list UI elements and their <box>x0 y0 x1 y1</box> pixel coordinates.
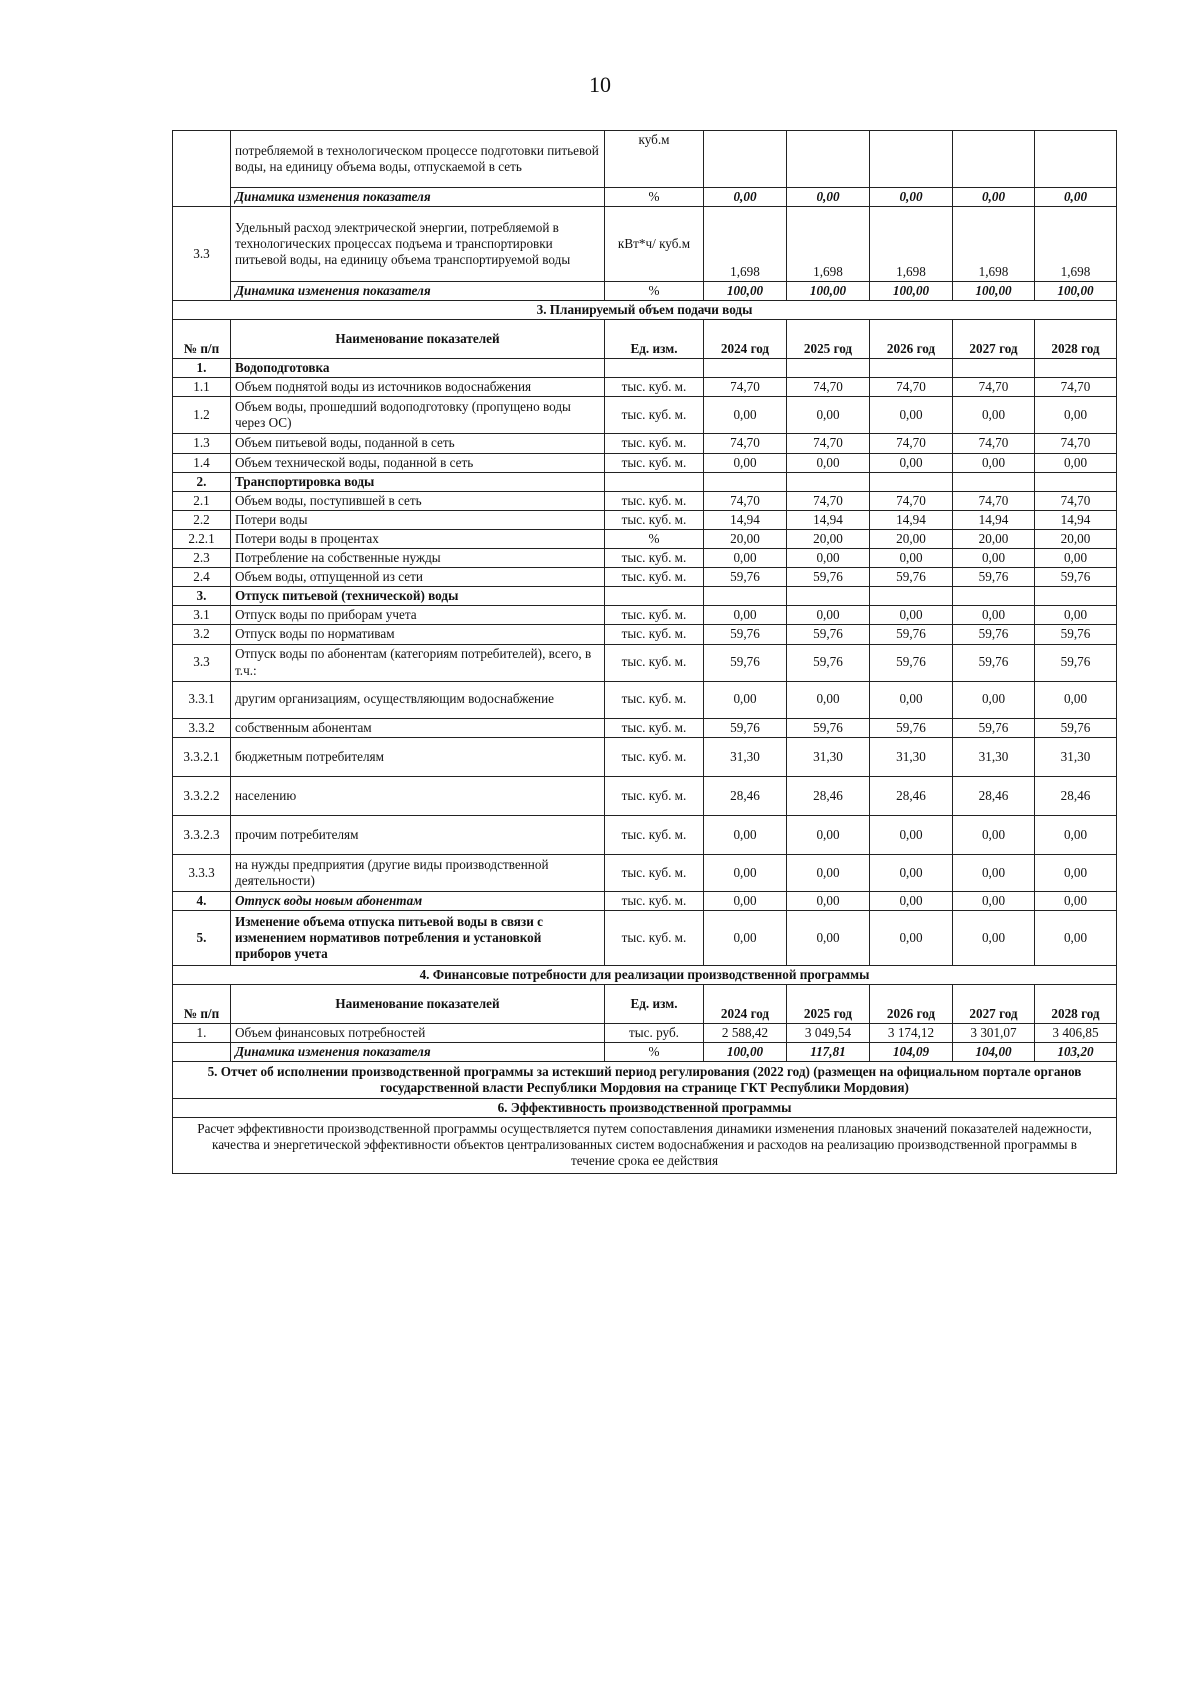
value-cell: 0,00 <box>704 854 787 891</box>
value-cell: 31,30 <box>1035 737 1117 776</box>
value-cell: 0,00 <box>1035 815 1117 854</box>
unit-cell: тыс. куб. м. <box>605 910 704 965</box>
value-cell: 0,00 <box>704 606 787 625</box>
value-cell: 0,00 <box>704 549 787 568</box>
document-body <box>172 130 1116 1174</box>
row-number: 2.3 <box>173 549 231 568</box>
table-row <box>173 1023 1117 1042</box>
indicator-name: Объем финансовых потребностей <box>231 1023 605 1042</box>
value-cell: 20,00 <box>953 529 1035 548</box>
unit-cell: тыс. руб. <box>605 1023 704 1042</box>
value-cell: 59,76 <box>704 718 787 737</box>
value-cell <box>1035 472 1117 491</box>
table-row <box>173 510 1117 529</box>
value-cell: 2 588,42 <box>704 1023 787 1042</box>
table-row <box>173 854 1117 891</box>
value-cell: 59,76 <box>953 718 1035 737</box>
indicator-name: Удельный расход электрической энергии, потребляемой в технологических процессах подъема и транспортировки питьевой воды, на единицу объема транспортируемой воды <box>231 207 605 282</box>
unit-cell <box>605 359 704 378</box>
value-cell: 59,76 <box>704 568 787 587</box>
value-cell: 59,76 <box>953 568 1035 587</box>
value-cell <box>787 359 870 378</box>
value-cell: 0,00 <box>787 549 870 568</box>
unit-cell: тыс. куб. м. <box>605 606 704 625</box>
value-cell: 0,00 <box>704 453 787 472</box>
value-cell: 31,30 <box>787 737 870 776</box>
value-cell <box>870 587 953 606</box>
table-row <box>173 625 1117 644</box>
value-cell: 0,00 <box>787 188 870 207</box>
value-cell: 0,00 <box>1035 891 1117 910</box>
unit-cell: тыс. куб. м. <box>605 625 704 644</box>
row-number <box>173 131 231 207</box>
value-cell: 59,76 <box>787 568 870 587</box>
row-number <box>173 1042 231 1061</box>
row-number: 2. <box>173 472 231 491</box>
value-cell: 0,00 <box>1035 910 1117 965</box>
value-cell: 31,30 <box>870 737 953 776</box>
value-cell <box>704 131 787 188</box>
section-title: 4. Финансовые потребности для реализации производственной программы <box>173 965 1117 984</box>
table-row <box>173 568 1117 587</box>
indicator-name: Динамика изменения показателя <box>231 282 605 301</box>
value-cell: 0,00 <box>1035 606 1117 625</box>
row-number: 1. <box>173 1023 231 1042</box>
value-cell: 59,76 <box>1035 644 1117 681</box>
value-cell: 0,00 <box>787 815 870 854</box>
value-cell: 59,76 <box>704 625 787 644</box>
value-cell: 0,00 <box>953 549 1035 568</box>
value-cell: 0,00 <box>953 854 1035 891</box>
value-cell: 0,00 <box>704 188 787 207</box>
value-cell <box>870 131 953 188</box>
value-cell: 0,00 <box>870 397 953 434</box>
unit-cell <box>605 587 704 606</box>
row-number: 5. <box>173 910 231 965</box>
table-row <box>173 644 1117 681</box>
value-cell: 74,70 <box>787 491 870 510</box>
indicator-name: Отпуск воды новым абонентам <box>231 891 605 910</box>
value-cell: 20,00 <box>787 529 870 548</box>
value-cell: 0,00 <box>787 681 870 718</box>
value-cell: 0,00 <box>953 397 1035 434</box>
table-row <box>173 378 1117 397</box>
value-cell <box>953 359 1035 378</box>
value-cell: 0,00 <box>870 549 953 568</box>
value-cell: 0,00 <box>870 815 953 854</box>
value-cell: 0,00 <box>704 815 787 854</box>
value-cell: 28,46 <box>953 776 1035 815</box>
value-cell: 0,00 <box>1035 854 1117 891</box>
indicator-name: другим организациям, осуществляющим водоснабжение <box>231 681 605 718</box>
unit-cell: тыс. куб. м. <box>605 491 704 510</box>
unit-cell: тыс. куб. м. <box>605 644 704 681</box>
indicator-name: бюджетным потребителям <box>231 737 605 776</box>
unit-cell: тыс. куб. м. <box>605 510 704 529</box>
value-cell <box>870 472 953 491</box>
row-number: 1.1 <box>173 378 231 397</box>
value-cell: 59,76 <box>870 644 953 681</box>
value-cell <box>704 359 787 378</box>
section-title: 5. Отчет об исполнении производственной программы за истекший период регулирования (2022 год) (размещен на официальном портале органов государственной власти Республики Мордовия на странице ГКТ Республики Мордовия) <box>173 1061 1117 1098</box>
row-number: 3.2 <box>173 625 231 644</box>
value-cell: 74,70 <box>1035 491 1117 510</box>
value-cell: 59,76 <box>870 718 953 737</box>
table-header-row <box>173 984 1117 1023</box>
value-cell <box>870 359 953 378</box>
value-cell: 74,70 <box>704 378 787 397</box>
value-cell <box>704 472 787 491</box>
row-number: 3.3.1 <box>173 681 231 718</box>
header-year: 2024 год <box>704 320 787 359</box>
section-title: 3. Планируемый объем подачи воды <box>173 301 1117 320</box>
header-number: № п/п <box>173 320 231 359</box>
unit-cell: кВт*ч/ куб.м <box>605 207 704 282</box>
value-cell: 0,00 <box>704 681 787 718</box>
unit-cell: % <box>605 529 704 548</box>
value-cell: 0,00 <box>953 910 1035 965</box>
row-number: 4. <box>173 891 231 910</box>
value-cell: 0,00 <box>953 606 1035 625</box>
value-cell: 0,00 <box>870 854 953 891</box>
table-group-row <box>173 587 1117 606</box>
value-cell <box>704 587 787 606</box>
value-cell: 74,70 <box>704 491 787 510</box>
section-title-row <box>173 1099 1117 1118</box>
value-cell: 59,76 <box>787 718 870 737</box>
value-cell: 59,76 <box>704 644 787 681</box>
row-number: 3.3.3 <box>173 854 231 891</box>
unit-cell: тыс. куб. м. <box>605 854 704 891</box>
value-cell: 14,94 <box>1035 510 1117 529</box>
value-cell: 20,00 <box>870 529 953 548</box>
table-row <box>173 491 1117 510</box>
table-row <box>173 815 1117 854</box>
row-number: 1. <box>173 359 231 378</box>
header-name: Наименование показателей <box>231 984 605 1023</box>
unit-cell: тыс. куб. м. <box>605 434 704 453</box>
value-cell: 59,76 <box>953 625 1035 644</box>
value-cell <box>953 131 1035 188</box>
value-cell: 0,00 <box>1035 453 1117 472</box>
value-cell: 0,00 <box>953 891 1035 910</box>
row-number: 1.2 <box>173 397 231 434</box>
table-row <box>173 207 1117 282</box>
indicator-name: Потребление на собственные нужды <box>231 549 605 568</box>
value-cell: 0,00 <box>704 891 787 910</box>
value-cell: 104,00 <box>953 1042 1035 1061</box>
value-cell: 74,70 <box>787 378 870 397</box>
indicator-name: потребляемой в технологическом процессе подготовки питьевой воды, на единицу объема воды, отпускаемой в сеть <box>231 131 605 188</box>
table-row <box>173 434 1117 453</box>
header-year: 2025 год <box>787 320 870 359</box>
section-title-row <box>173 301 1117 320</box>
row-number: 2.2.1 <box>173 529 231 548</box>
value-cell: 0,00 <box>787 891 870 910</box>
section3-body <box>173 359 1117 965</box>
value-cell: 28,46 <box>870 776 953 815</box>
indicator-name: Отпуск питьевой (технической) воды <box>231 587 605 606</box>
value-cell: 103,20 <box>1035 1042 1117 1061</box>
row-number: 3.3 <box>173 207 231 301</box>
row-number: 3.1 <box>173 606 231 625</box>
value-cell: 0,00 <box>1035 397 1117 434</box>
paragraph-row <box>173 1118 1117 1173</box>
header-year: 2026 год <box>870 320 953 359</box>
value-cell: 74,70 <box>1035 378 1117 397</box>
value-cell: 59,76 <box>953 644 1035 681</box>
header-year: 2024 год <box>704 984 787 1023</box>
indicator-name: Транспортировка воды <box>231 472 605 491</box>
unit-cell: тыс. куб. м. <box>605 815 704 854</box>
value-cell: 100,00 <box>704 282 787 301</box>
value-cell: 59,76 <box>1035 568 1117 587</box>
value-cell: 0,00 <box>953 815 1035 854</box>
table-row <box>173 529 1117 548</box>
unit-cell: тыс. куб. м. <box>605 891 704 910</box>
table-row <box>173 188 1117 207</box>
unit-cell: тыс. куб. м. <box>605 718 704 737</box>
table-row <box>173 776 1117 815</box>
value-cell: 100,00 <box>1035 282 1117 301</box>
efficiency-text: Расчет эффективности производственной программы осуществляется путем сопоставления динамики изменения плановых значений показателей надежности, качества и энергетической эффективности объектов централизованных систем водоснабжения и расходов на реализацию производственной программы в течение срока ее действия <box>173 1118 1117 1173</box>
value-cell: 0,00 <box>870 910 953 965</box>
indicator-name: Потери воды <box>231 510 605 529</box>
indicator-name: Потери воды в процентах <box>231 529 605 548</box>
value-cell: 59,76 <box>1035 625 1117 644</box>
value-cell <box>1035 131 1117 188</box>
row-number: 2.2 <box>173 510 231 529</box>
value-cell: 14,94 <box>787 510 870 529</box>
value-cell: 0,00 <box>953 453 1035 472</box>
value-cell: 1,698 <box>787 207 870 282</box>
indicator-name: Объем воды, прошедший водоподготовку (пропущено воды через ОС) <box>231 397 605 434</box>
value-cell: 74,70 <box>870 378 953 397</box>
value-cell <box>953 587 1035 606</box>
unit-cell: тыс. куб. м. <box>605 453 704 472</box>
value-cell: 20,00 <box>1035 529 1117 548</box>
value-cell <box>1035 587 1117 606</box>
header-year: 2026 год <box>870 984 953 1023</box>
indicator-name: Динамика изменения показателя <box>231 188 605 207</box>
value-cell: 74,70 <box>704 434 787 453</box>
value-cell: 3 174,12 <box>870 1023 953 1042</box>
value-cell: 100,00 <box>787 282 870 301</box>
section-title-row <box>173 1061 1117 1098</box>
table-row <box>173 737 1117 776</box>
row-number: 3.3.2 <box>173 718 231 737</box>
value-cell: 0,00 <box>953 188 1035 207</box>
value-cell: 14,94 <box>704 510 787 529</box>
value-cell: 0,00 <box>1035 681 1117 718</box>
value-cell: 74,70 <box>870 434 953 453</box>
value-cell: 100,00 <box>953 282 1035 301</box>
unit-cell: тыс. куб. м. <box>605 681 704 718</box>
value-cell: 1,698 <box>953 207 1035 282</box>
indicator-name: на нужды предприятия (другие виды производственной деятельности) <box>231 854 605 891</box>
indicator-name: Объем воды, отпущенной из сети <box>231 568 605 587</box>
value-cell: 0,00 <box>870 681 953 718</box>
indicator-name: Объем питьевой воды, поданной в сеть <box>231 434 605 453</box>
value-cell: 117,81 <box>787 1042 870 1061</box>
value-cell: 100,00 <box>704 1042 787 1061</box>
unit-cell: % <box>605 282 704 301</box>
table-row <box>173 397 1117 434</box>
header-unit: Ед. изм. <box>605 320 704 359</box>
value-cell: 0,00 <box>870 891 953 910</box>
header-year: 2027 год <box>953 984 1035 1023</box>
row-number: 3.3 <box>173 644 231 681</box>
value-cell: 0,00 <box>787 606 870 625</box>
indicator-name: Водоподготовка <box>231 359 605 378</box>
unit-cell: % <box>605 188 704 207</box>
section-title: 6. Эффективность производственной программы <box>173 1099 1117 1118</box>
value-cell: 14,94 <box>953 510 1035 529</box>
indicator-name: населению <box>231 776 605 815</box>
indicator-name: Объем технической воды, поданной в сеть <box>231 453 605 472</box>
unit-cell: % <box>605 1042 704 1061</box>
indicator-name: Отпуск воды по нормативам <box>231 625 605 644</box>
row-number: 2.1 <box>173 491 231 510</box>
value-cell: 59,76 <box>787 625 870 644</box>
value-cell <box>787 131 870 188</box>
table-row <box>173 1042 1117 1061</box>
header-year: 2027 год <box>953 320 1035 359</box>
value-cell: 74,70 <box>870 491 953 510</box>
value-cell: 0,00 <box>953 681 1035 718</box>
value-cell: 28,46 <box>704 776 787 815</box>
indicator-name: Динамика изменения показателя <box>231 1042 605 1061</box>
value-cell <box>1035 359 1117 378</box>
unit-cell: тыс. куб. м. <box>605 568 704 587</box>
indicator-name: Объем поднятой воды из источников водоснабжения <box>231 378 605 397</box>
row-number: 3. <box>173 587 231 606</box>
table-group-row <box>173 910 1117 965</box>
table-group-row <box>173 472 1117 491</box>
row-number: 1.4 <box>173 453 231 472</box>
table-row <box>173 606 1117 625</box>
value-cell: 28,46 <box>1035 776 1117 815</box>
value-cell: 74,70 <box>953 434 1035 453</box>
table-group-row <box>173 359 1117 378</box>
value-cell: 1,698 <box>870 207 953 282</box>
program-table <box>172 130 1117 1174</box>
header-year: 2025 год <box>787 984 870 1023</box>
value-cell: 28,46 <box>787 776 870 815</box>
indicator-name: Объем воды, поступившей в сеть <box>231 491 605 510</box>
value-cell: 31,30 <box>704 737 787 776</box>
unit-cell: тыс. куб. м. <box>605 737 704 776</box>
value-cell: 74,70 <box>787 434 870 453</box>
header-name: Наименование показателей <box>231 320 605 359</box>
value-cell <box>787 472 870 491</box>
value-cell: 14,94 <box>870 510 953 529</box>
value-cell: 59,76 <box>870 625 953 644</box>
value-cell: 59,76 <box>1035 718 1117 737</box>
row-number: 3.3.2.3 <box>173 815 231 854</box>
row-number: 3.3.2.1 <box>173 737 231 776</box>
value-cell: 0,00 <box>870 606 953 625</box>
value-cell: 0,00 <box>704 397 787 434</box>
unit-cell <box>605 472 704 491</box>
table-row <box>173 549 1117 568</box>
indicator-name: Отпуск воды по приборам учета <box>231 606 605 625</box>
page-number: 10 <box>589 72 611 97</box>
table-header-row <box>173 320 1117 359</box>
row-number: 2.4 <box>173 568 231 587</box>
value-cell: 0,00 <box>787 854 870 891</box>
table-group-row <box>173 891 1117 910</box>
value-cell: 0,00 <box>1035 188 1117 207</box>
value-cell: 59,76 <box>870 568 953 587</box>
header-year: 2028 год <box>1035 320 1117 359</box>
value-cell: 1,698 <box>704 207 787 282</box>
indicator-name: прочим потребителям <box>231 815 605 854</box>
value-cell <box>787 587 870 606</box>
unit-cell: куб.м <box>605 131 704 188</box>
header-number: № п/п <box>173 984 231 1023</box>
section-title-row <box>173 965 1117 984</box>
unit-cell: тыс. куб. м. <box>605 397 704 434</box>
value-cell: 104,09 <box>870 1042 953 1061</box>
value-cell: 1,698 <box>1035 207 1117 282</box>
row-number: 1.3 <box>173 434 231 453</box>
value-cell: 20,00 <box>704 529 787 548</box>
value-cell: 3 049,54 <box>787 1023 870 1042</box>
value-cell <box>953 472 1035 491</box>
table-row <box>173 718 1117 737</box>
value-cell: 0,00 <box>870 188 953 207</box>
value-cell: 0,00 <box>704 910 787 965</box>
header-unit: Ед. изм. <box>605 984 704 1023</box>
value-cell: 3 406,85 <box>1035 1023 1117 1042</box>
value-cell: 59,76 <box>787 644 870 681</box>
indicator-name: Отпуск воды по абонентам (категориям потребителей), всего, в т.ч.: <box>231 644 605 681</box>
table-row <box>173 453 1117 472</box>
value-cell: 0,00 <box>787 910 870 965</box>
value-cell: 74,70 <box>953 378 1035 397</box>
row-number: 3.3.2.2 <box>173 776 231 815</box>
unit-cell: тыс. куб. м. <box>605 378 704 397</box>
value-cell: 0,00 <box>870 453 953 472</box>
table-row <box>173 282 1117 301</box>
indicator-name: Изменение объема отпуска питьевой воды в связи с изменением нормативов потребления и установкой приборов учета <box>231 910 605 965</box>
indicator-name: собственным абонентам <box>231 718 605 737</box>
table-row <box>173 131 1117 188</box>
value-cell: 0,00 <box>787 453 870 472</box>
value-cell: 31,30 <box>953 737 1035 776</box>
unit-cell: тыс. куб. м. <box>605 776 704 815</box>
value-cell: 0,00 <box>787 397 870 434</box>
unit-cell: тыс. куб. м. <box>605 549 704 568</box>
header-year: 2028 год <box>1035 984 1117 1023</box>
table-row <box>173 681 1117 718</box>
value-cell: 3 301,07 <box>953 1023 1035 1042</box>
value-cell: 74,70 <box>1035 434 1117 453</box>
value-cell: 0,00 <box>1035 549 1117 568</box>
value-cell: 74,70 <box>953 491 1035 510</box>
value-cell: 100,00 <box>870 282 953 301</box>
